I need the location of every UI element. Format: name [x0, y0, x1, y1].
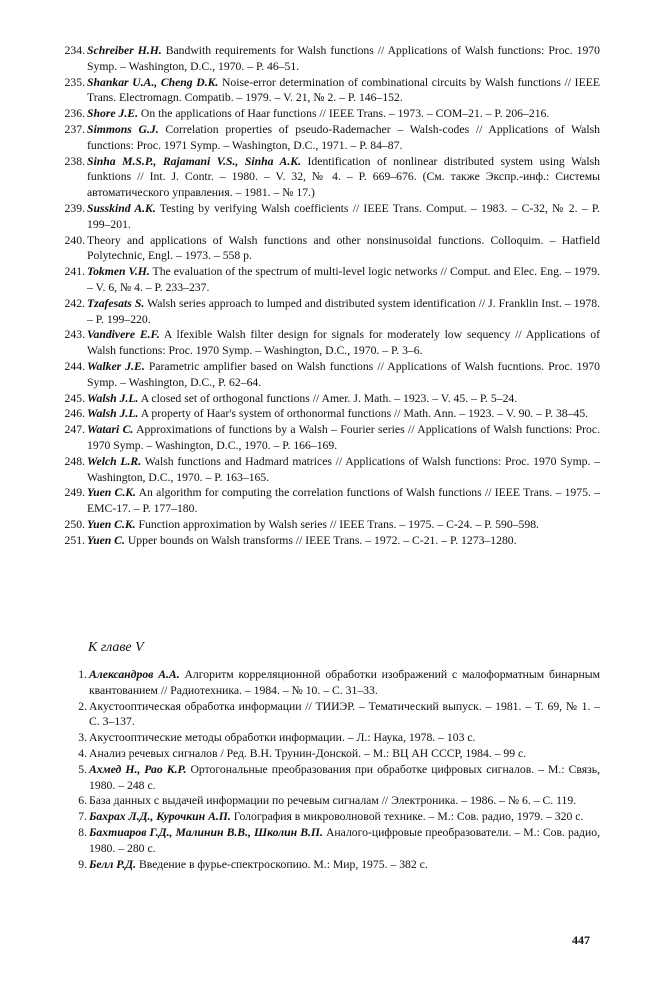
- reference-item: [75, 809, 600, 825]
- reference-text: A lfexible Walsh filter design for signals for moderately low sequency // Applications of Walsh functions: Proc. 1970 Symp. – Washington, D.C., 1970. – P. 3–6.: [87, 328, 600, 358]
- reference-author: Yuen C.K.: [87, 486, 136, 500]
- reference-item: [75, 857, 600, 873]
- reference-author: Tzafesats S.: [87, 296, 145, 310]
- reference-item: [75, 699, 600, 731]
- reference-author: Walsh J.L.: [87, 391, 139, 405]
- reference-author: Shore J.E.: [87, 107, 138, 121]
- reference-list: [60, 43, 600, 549]
- reference-text: Walsh series approach to lumped and distributed system identification // J. Franklin Inst. – 1978. – P. 199–220.: [87, 296, 600, 326]
- reference-item: [60, 359, 600, 391]
- reference-author: Watari C.: [87, 423, 134, 437]
- reference-number: 245.: [64, 391, 85, 405]
- reference-number: 250.: [64, 517, 85, 531]
- reference-number: 5.: [78, 762, 87, 776]
- reference-number: 7.: [78, 810, 87, 824]
- reference-text: Ортогональные преобразования при обработке цифровых сигналов. – М.: Связь, 1980. – 248 с.: [89, 762, 600, 792]
- reference-number: 1.: [78, 668, 87, 681]
- reference-text: A closed set of orthogonal functions // Amer. J. Math. – 1923. – V. 45. – P. 5–24.: [138, 391, 518, 405]
- reference-text: Upper bounds on Walsh transforms // IEEE Trans. – 1972. – C-21. – P. 1273–1280.: [124, 533, 517, 547]
- reference-text: Голография в микроволновой технике. – М.: Сов. радио, 1979. – 320 с.: [230, 810, 584, 824]
- reference-item: [75, 762, 600, 794]
- reference-text: Correlation properties of pseudo-Rademacher – Walsh-codes // Applications of Walsh functions: Proc. 1971 Symp. – Washington, D.C., 1971. – P. 84–87.: [87, 122, 600, 152]
- reference-item: [60, 517, 600, 533]
- reference-text: Введение в фурье-спектроскопию. М.: Мир, 1975. – 382 с.: [136, 857, 428, 871]
- reference-number: 242.: [64, 296, 85, 310]
- reference-item: [60, 454, 600, 486]
- reference-number: 247.: [64, 423, 85, 437]
- reference-text: On the applications of Haar functions // IEEE Trans. – 1973. – COM–21. – P. 206–216.: [138, 107, 550, 121]
- reference-author: Yuen C.: [87, 533, 125, 547]
- reference-text: Алгоритм корреляционной обработки изображений с малоформатным бинарным квантованием // Радиотехника. – 1984. – № 10. – С. 31–33.: [89, 668, 600, 697]
- reference-number: 246.: [64, 407, 85, 421]
- reference-item: [75, 793, 600, 809]
- reference-number: 4.: [78, 746, 87, 760]
- reference-number: 241.: [64, 265, 85, 279]
- reference-text: Identification of nonlinear distributed system using Walsh funktions // Int. J. Contr. – 1980. – V. 32, № 4. – P. 669–676. (См. также Экспр.-инф.: Системы автоматического управления. – 1981. – № 17.): [87, 154, 601, 200]
- reference-text: An algorithm for computing the correlation functions of Walsh functions // IEEE Trans. – 1975. – EMC-17. – P. 177–180.: [87, 486, 600, 516]
- reference-author: Walsh J.L.: [87, 407, 139, 421]
- reference-number: 240.: [64, 233, 85, 247]
- reference-item: [60, 264, 600, 296]
- reference-item: [75, 667, 600, 699]
- reference-number: 6.: [78, 794, 87, 808]
- reference-number: 235.: [64, 75, 85, 89]
- page-number: 447: [572, 933, 590, 947]
- reference-item: [60, 43, 600, 75]
- reference-item: [60, 106, 600, 122]
- reference-text: Theory and applications of Walsh functions and other nonsinusoidal functions. Colloquim. – Hatfield Polytechnic, Engl. – 1973. – 558 p.: [87, 233, 600, 263]
- reference-author: Александров А.А.: [89, 668, 180, 681]
- reference-number: 244.: [64, 359, 85, 373]
- reference-item: [60, 485, 600, 517]
- reference-author: Walker J.E.: [87, 359, 145, 373]
- reference-author: Yuen C.K.: [87, 517, 136, 531]
- reference-number: 234.: [64, 44, 85, 57]
- reference-text: Noise-error determination of combinational circuits by Walsh functions // IEEE Trans. Electromagn. Compatib. – 1979. – V. 21, № 2. – P. 146–152.: [87, 75, 600, 105]
- reference-number: 249.: [64, 486, 85, 500]
- reference-item: [60, 533, 600, 549]
- reference-number: 243.: [64, 328, 85, 342]
- reference-author: Welch L.R.: [87, 454, 142, 468]
- reference-author: Tokmen V.H.: [87, 265, 150, 279]
- reference-text: Approximations of functions by a Walsh – Fourier series // Applications of Walsh functions: Proc. 1970 Symp. – Washington, D.C., 1970. – P. 166–169.: [87, 423, 600, 452]
- reference-number: 3.: [78, 731, 87, 745]
- reference-text: The evaluation of the spectrum of multi-level logic networks // Comput. and Elec. Eng. – 1979. – V. 6, № 4. – P. 233–237.: [87, 265, 600, 294]
- reference-author: Бахтиаров Г.Д., Малинин В.В., Школин В.П.: [89, 825, 323, 839]
- reference-author: Бахрах Л.Д., Курочкин А.П.: [89, 810, 231, 824]
- reference-list-chapter-5: [75, 667, 600, 872]
- reference-author: Ахмед Н., Рао К.Р.: [89, 762, 187, 776]
- reference-item: [60, 154, 600, 201]
- reference-number: 251.: [64, 533, 85, 547]
- reference-text: Parametric amplifier based on Walsh functions // Applications of Walsh fucntions. Proc. 1970 Symp. – Washington, D.C., P. 62–64.: [87, 359, 600, 389]
- reference-item: [60, 327, 600, 359]
- reference-author: Simmons G.J.: [87, 122, 159, 136]
- reference-number: 248.: [64, 454, 85, 468]
- reference-author: Vandivere E.F.: [87, 328, 160, 342]
- reference-item: [75, 730, 600, 746]
- reference-item: [60, 233, 600, 265]
- reference-number: 9.: [78, 857, 87, 871]
- reference-item: [60, 122, 600, 154]
- reference-text: Акустооптическая обработка информации // ТИИЭР. – Тематический выпуск. – 1981. – Т. 69, № 1. – С. 3–137.: [89, 699, 600, 729]
- reference-text: Walsh functions and Hadmard matrices // Applications of Walsh functions: Proc. 1970 Symp. – Washington, D.C., 1970. – P. 163–165.: [87, 454, 600, 484]
- reference-text: База данных с выдачей информации по речевым сигналам // Электроника. – 1986. – № 6. – С. 119.: [89, 794, 577, 808]
- reference-number: 237.: [64, 122, 85, 136]
- reference-item: [60, 406, 600, 422]
- reference-item: [75, 746, 600, 762]
- reference-author: Schreiber H.H.: [87, 44, 162, 57]
- reference-text: A property of Haar's system of orthonormal functions // Math. Ann. – 1923. – V. 90. – P. 38–45.: [138, 407, 589, 421]
- reference-author: Sinha M.S.P., Rajamani V.S., Sinha A.K.: [87, 154, 301, 168]
- reference-author: Susskind A.K.: [87, 201, 156, 215]
- section-heading: К главе V: [88, 640, 144, 655]
- reference-number: 238.: [64, 154, 85, 168]
- reference-author: Белл Р.Д.: [89, 857, 137, 871]
- reference-text: Аналого-цифровые преобразователи. – М.: Сов. радио, 1980. – 280 с.: [89, 825, 600, 855]
- reference-item: [75, 825, 600, 857]
- reference-item: [60, 201, 600, 233]
- reference-text: Testing by verifying Walsh coefficients // IEEE Trans. Comput. – 1983. – C-32, № 2. – P. 199–201.: [87, 201, 600, 231]
- reference-text: Bandwith requirements for Walsh functions // Applications of Walsh functions: Proc. 1970 Symp. – Washington, D.C., 1970. – P. 46–51.: [87, 44, 600, 73]
- reference-item: [60, 75, 600, 107]
- reference-text: Анализ речевых сигналов / Ред. В.Н. Трунин-Донской. – М.: ВЦ АН СССР, 1984. – 99 с.: [89, 746, 527, 760]
- reference-item: [60, 422, 600, 454]
- reference-number: 8.: [78, 825, 87, 839]
- reference-item: [60, 296, 600, 328]
- reference-author: Shankar U.A., Cheng D.K.: [87, 75, 219, 89]
- reference-text: Function approximation by Walsh series // IEEE Trans. – 1975. – C-24. – P. 590–598.: [135, 517, 539, 531]
- reference-text: Акустооптические методы обработки информации. – Л.: Наука, 1978. – 103 с.: [89, 731, 476, 745]
- reference-number: 239.: [64, 201, 85, 215]
- reference-item: [60, 391, 600, 407]
- reference-number: 2.: [78, 699, 87, 713]
- reference-number: 236.: [64, 107, 85, 121]
